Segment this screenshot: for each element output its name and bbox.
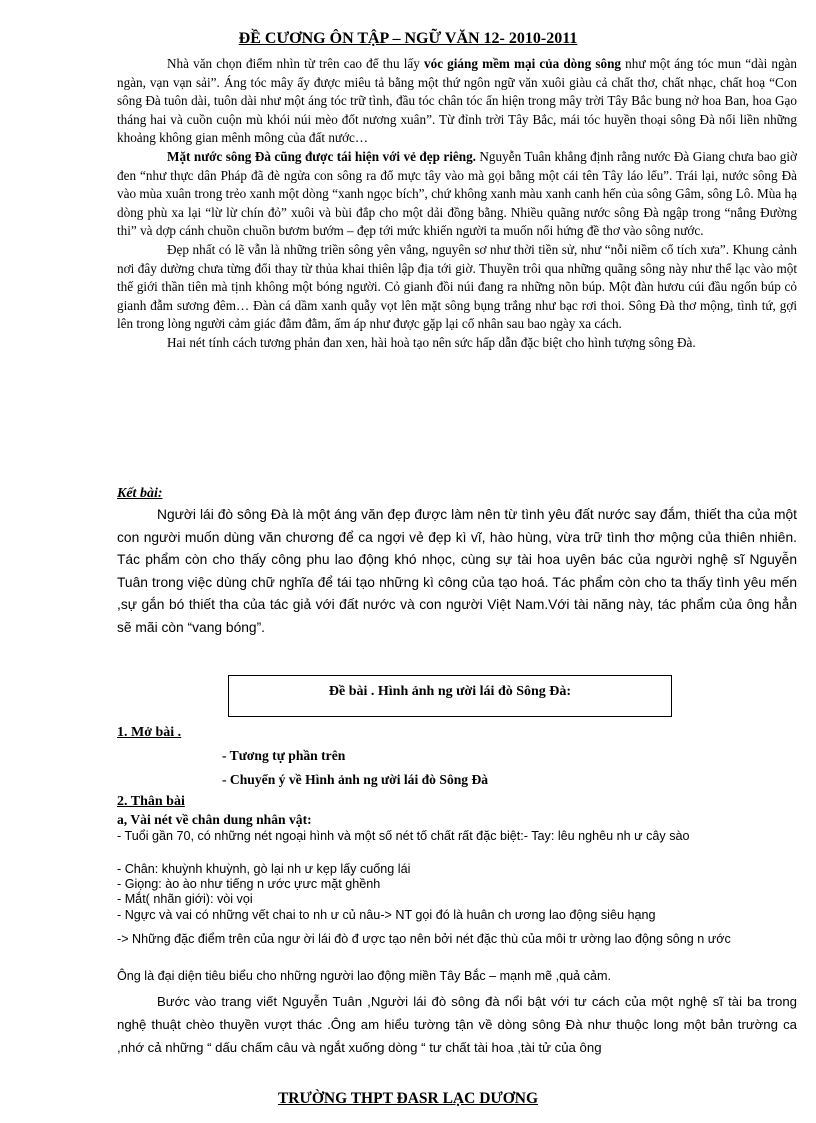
mo-bai-item-1: - Tương tự phần trên [222,748,346,763]
page-title: ĐỀ CƯƠNG ÔN TẬP – NGỮ VĂN 12- 2010-2011 [238,30,578,47]
detail-line-2: - Chân: khuỳnh khuỳnh, gò lại nh ư kẹp lấy cuống lái [117,862,411,876]
paragraph-3: Đẹp nhất có lẽ vẫn là những triền sông yên vắng, nguyên sơ như thời tiền sử, như “nỗi niềm cổ tích xưa”. Khung cảnh nơi đây dường chưa từng đổi thay từ thủa khai thiên lập địa tới giờ. Thuyền trôi qua những quãng sông này như thể lạc vào một thế giới thần tiên mà tịnh không một bóng người. Cỏ gianh đồi núi đang ra những nõn búp. Một đàn hươu cúi đầu ngốn búp cỏ gianh đẫm sương đêm… Đàn cá dầm xanh quẫy vọt lên mặt sông bụng trắng như bạc rơi thoi. Sông Đà thơ mộng, tình tứ, gợi lên trong lòng người cảm giác đằm đằm, ấm áp như được gặp lại cố nhân sau bao ngày xa cách. [117,241,797,332]
p1-text-cont: như một áng tóc mun “dài ngàn ngàn, vạn vạn sải”. Áng tóc mây ấy được miêu tả bằng một thứ ngôn ngữ văn xuôi giàu cả chất thơ, chất nhạc, chất hoạ “Con sông Đà tuôn dài, tuôn dài như một áng tóc trữ tình, đầu tóc chân tóc ẩn hiện trong mây trời Tây Bắc bung nở hoa Ban, hoa Gạo tháng hai và cuồn cuộn mù khói núi mèo đốt nương xuân”. Từ đỉnh trời Tây Bắc, mái tóc huyền thoại sông Đà nối liền những khoảng không gian mênh mông của đất nước… [117,56,798,146]
mo-bai-heading: 1. Mở bài . [117,725,182,740]
p1-text: Nhà văn chọn điểm nhìn từ trên cao để thu lấy [167,56,424,71]
than-bai-heading: 2. Thân bài [117,794,185,809]
detail-line-1: - Tuổi gần 70, có những nét ngoại hình và một số nét tố chất rất đặc biệt:- Tay: lêu nghêu nh ư cây sào [117,829,690,843]
detail-line-8: Bước vào trang viết Nguyễn Tuân ,Người lái đò sông đà nổi bật với tư cách của một nghệ sĩ tài ba trong nghệ thuật chèo thuyền vượt thác .Ông am hiểu tường tận về dòng sông Đà như thuộc long một bản trường ca ,nhớ cả những “ dấu chấm câu và ngắt xuống dòng “ tư chất tài hoa ,tài tử của ông [117,994,797,1055]
detail-line-3: - Giọng: ào ào như tiếng n ước ựưc mặt ghềnh [117,877,381,891]
ket-bai-text: Người lái đò sông Đà là một áng văn đẹp được làm nên từ tình yêu đất nước say đắm, thiết tha của một con người muốn dùng văn chương để ca ngợi vẻ đẹp kì vĩ, hào hùng, vừa trữ tình thơ mộng của thiên nhiên. Tác phẩm còn cho thấy công phu lao động khó nhọc, cùng sự tài hoa uyên bác của người nghệ sĩ Nguyễn Tuân trong việc dùng chữ nghĩa để tái tạo những kì công của tạo hoá. Tác phẩm còn cho ta thấy tình yêu mến ,sự gắn bó thiết tha của tác giả với đất nước và con người Việt Nam.Với tài năng này, tác phẩm của ông hẳn sẽ mãi còn “vang bóng”. [117,507,797,635]
p2-bold: Mặt nước sông Đà cũng được tái hiện với vẻ đẹp riêng. [167,148,476,164]
topic-title: Đề bài . Hình ảnh ng ười lái đò Sông Đà: [328,684,572,699]
paragraph-4: Hai nét tính cách tương phản đan xen, hài hoà tạo nên sức hấp dẫn đặc biệt cho hình tượng sông Đà. [167,334,696,350]
essay-body [117,55,797,353]
subheading-a: a, Vài nét về chân dung nhân vật: [117,812,312,827]
paragraph-2 [117,148,797,241]
p1-bold: vóc giáng mềm mại của dòng sông [424,56,621,71]
detail-line-5: - Ngực và vai có những vết chai to nh ư củ nâu-> NT gọi đó là huân ch ương lao động siêu hạng [117,908,656,922]
ket-bai-heading: Kết bài: [117,486,163,501]
mo-bai-item-2: - Chuyển ý về Hình ảnh ng ười lái đò Sông Đà [222,772,489,787]
detail-line-4: - Mắt( nhãn giới): vòi vọi [117,892,253,906]
p2-text: Nguyễn Tuân khẳng định rằng nước Đà Giang chưa bao giờ đen “như thực dân Pháp đã đè ngửa con sông ra đổ mực tây vào mà gọi bằng một cái tên Tây láo lếu”. Trái lại, nước sông Đà vào mùa xuân trong trẻo xanh một dòng “xanh ngọc bích”, chứ không xanh màu xanh canh hến của sông Gâm, sông Lô. Mùa hạ dòng phù xa lại “lừ lừ chín đỏ” xuôi và bùi đắp cho một dải đồng bằng. Nhiều quãng nước sông Đà ngập trong “nắng Đường thi” và dợp cánh chuồn chuồn bươm bướm – đẹp tới mức khiến người ta muốn nổi hứng đề thơ vào sông nước. [117,148,797,239]
school-footer: TRƯỜNG THPT ĐASR LẠC DƯƠNG [277,1090,539,1107]
paragraph-1 [117,55,797,148]
detail-line-7: Ông là đại diện tiêu biểu cho những người lao động miền Tây Bắc – mạnh mẽ ,quả cảm. [117,969,611,983]
detail-line-6: -> Những đặc điểm trên của ngư ời lái đò đ ược tạo nên bởi nét đặc thù của môi tr ường lao động sông n ước [117,932,731,946]
